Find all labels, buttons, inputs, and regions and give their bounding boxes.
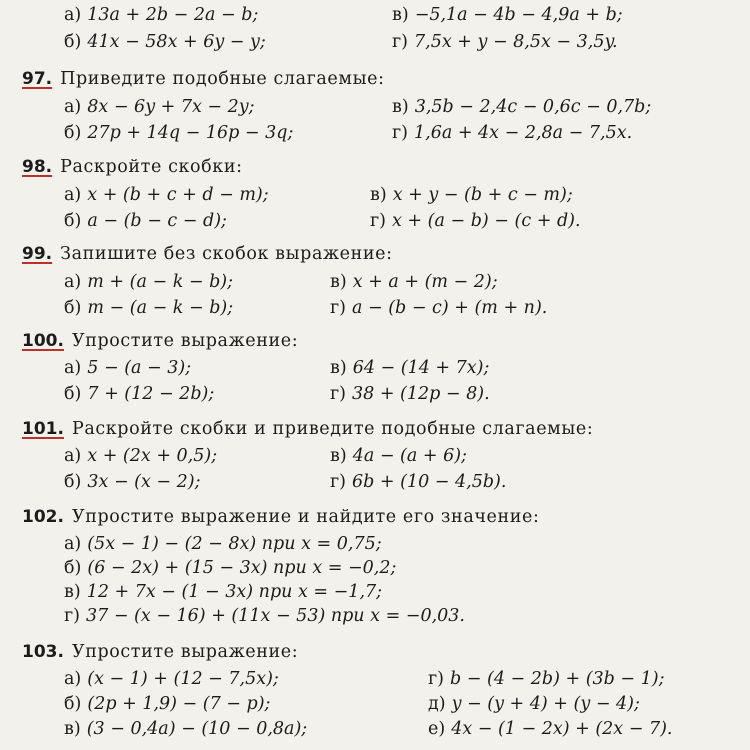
exercise-title: Раскройте скобки: <box>60 157 243 177</box>
exercise-item <box>64 471 201 493</box>
item-expression: 8x − 6y + 7x − 2y; <box>87 97 255 117</box>
exercise-item <box>330 471 506 493</box>
item-expression: 5 − (a − 3); <box>87 358 192 378</box>
exercise-item <box>64 693 270 715</box>
item-label: а) <box>64 534 82 554</box>
exercise-item <box>64 271 233 293</box>
item-label: б) <box>64 298 82 318</box>
exercise-title: Запишите без скобок выражение: <box>60 244 393 264</box>
item-label: в) <box>392 97 409 117</box>
item-expression: (2p + 1,9) − (7 − p); <box>87 694 271 714</box>
exercise-item <box>392 122 632 144</box>
item-expression: b − (4 − 2b) + (3b − 1); <box>450 669 665 689</box>
exercise-101-heading <box>22 418 593 440</box>
item-expression: (3 − 0,4a) − (10 − 0,8a); <box>86 719 308 739</box>
item-expression: 27p + 14q − 16p − 3q; <box>87 123 294 143</box>
item-label: б) <box>64 558 82 578</box>
item-expression: 64 − (14 + 7x); <box>352 358 490 378</box>
item-expression: 13a + 2b − 2a − b; <box>87 5 259 25</box>
item-expression: m + (a − k − b); <box>87 272 234 292</box>
exercise-97-heading <box>22 68 385 90</box>
exercise-item <box>428 718 673 740</box>
exercise-number: 97. <box>22 69 53 89</box>
item-label: в) <box>392 5 409 25</box>
exercise-item <box>330 445 467 467</box>
item-expression: 38 + (12p − 8). <box>352 384 490 404</box>
exercise-item <box>330 357 489 379</box>
exercise-item <box>64 31 266 53</box>
exercise-item <box>64 557 396 579</box>
exercise-number: 102. <box>22 507 64 527</box>
item-expression: m − (a − k − b); <box>87 298 234 318</box>
exercise-item <box>64 96 255 118</box>
item-expression: x + y − (b + c − m); <box>392 185 573 205</box>
exercise-item <box>64 357 191 379</box>
item-expression: a − (b − c − d); <box>87 211 227 231</box>
exercise-103-heading <box>22 641 298 663</box>
item-label: б) <box>64 472 82 492</box>
exercise-item <box>64 445 217 467</box>
exercise-item <box>64 668 279 690</box>
item-label: б) <box>64 32 82 52</box>
exercise-number: 103. <box>22 642 64 662</box>
exercise-item <box>428 668 665 690</box>
item-expression: 4x − (1 − 2x) + (2x − 7). <box>451 719 673 739</box>
exercise-item <box>392 31 618 53</box>
item-expression: 12 + 7x − (1 − 3x) при x = −1,7; <box>86 582 383 602</box>
item-label: в) <box>64 719 81 739</box>
item-label: б) <box>64 211 82 231</box>
exercise-98-heading <box>22 156 243 178</box>
exercise-title: Упростите выражение: <box>71 642 299 662</box>
item-expression: x + (2x + 0,5); <box>87 446 218 466</box>
item-label: д) <box>428 694 446 714</box>
item-label: г) <box>428 669 444 689</box>
item-label: г) <box>370 211 386 231</box>
exercise-item <box>330 297 547 319</box>
item-label: г) <box>392 123 408 143</box>
exercise-number: 98. <box>22 157 53 177</box>
exercise-item <box>64 210 227 232</box>
exercise-title: Раскройте скобки и приведите подобные слагаемые: <box>71 419 594 439</box>
exercise-item <box>64 383 214 405</box>
item-expression: (6 − 2x) + (15 − 3x) при x = −0,2; <box>87 558 397 578</box>
exercise-number: 100. <box>22 331 64 351</box>
exercise-item <box>64 4 258 26</box>
exercise-item <box>64 581 382 603</box>
exercise-item <box>370 184 573 206</box>
item-expression: (x − 1) + (12 − 7,5x); <box>87 669 279 689</box>
item-expression: 3x − (x − 2); <box>87 472 201 492</box>
exercise-item <box>64 297 233 319</box>
item-label: г) <box>330 298 346 318</box>
item-expression: 6b + (10 − 4,5b). <box>352 472 507 492</box>
exercise-99-heading <box>22 243 393 265</box>
item-expression: 1,6a + 4x − 2,8a − 7,5x. <box>414 123 633 143</box>
item-expression: 3,5b − 2,4c − 0,6c − 0,7b; <box>414 97 652 117</box>
exercise-title: Приведите подобные слагаемые: <box>60 69 385 89</box>
item-expression: x + a + (m − 2); <box>352 272 498 292</box>
item-label: в) <box>330 358 347 378</box>
exercise-title: Упростите выражение: <box>71 331 299 351</box>
exercise-item <box>64 605 465 627</box>
item-label: б) <box>64 384 82 404</box>
item-label: а) <box>64 272 82 292</box>
item-expression: y − (y + 4) + (y − 4); <box>451 694 640 714</box>
item-label: г) <box>392 32 408 52</box>
item-label: в) <box>370 185 387 205</box>
exercise-item <box>64 184 269 206</box>
exercise-item <box>64 718 307 740</box>
exercise-100-heading <box>22 330 298 352</box>
item-label: а) <box>64 669 82 689</box>
item-label: г) <box>64 606 80 626</box>
item-expression: (5x − 1) − (2 − 8x) при x = 0,75; <box>87 534 382 554</box>
exercise-item <box>64 533 382 555</box>
exercise-item <box>428 693 640 715</box>
item-label: а) <box>64 97 82 117</box>
item-label: г) <box>330 472 346 492</box>
exercise-item <box>330 383 490 405</box>
item-expression: 41x − 58x + 6y − y; <box>87 32 266 52</box>
item-expression: a − (b − c) + (m + n). <box>352 298 548 318</box>
item-expression: −5,1a − 4b − 4,9a + b; <box>414 5 623 25</box>
item-label: б) <box>64 694 82 714</box>
item-expression: 7 + (12 − 2b); <box>87 384 215 404</box>
item-expression: x + (a − b) − (c + d). <box>392 211 581 231</box>
exercise-102-heading <box>22 506 539 528</box>
item-label: в) <box>64 582 81 602</box>
item-expression: 7,5x + y − 8,5x − 3,5y. <box>414 32 618 52</box>
exercise-title: Упростите выражение и найдите его значение: <box>71 507 540 527</box>
item-label: а) <box>64 446 82 466</box>
item-label: а) <box>64 185 82 205</box>
item-expression: 37 − (x − 16) + (11x − 53) при x = −0,03. <box>86 606 465 626</box>
item-label: в) <box>330 446 347 466</box>
exercise-item <box>392 96 651 118</box>
item-label: в) <box>330 272 347 292</box>
item-expression: x + (b + c + d − m); <box>87 185 269 205</box>
item-label: е) <box>428 719 446 739</box>
item-label: а) <box>64 5 82 25</box>
exercise-item <box>330 271 498 293</box>
exercise-item <box>64 122 293 144</box>
item-label: г) <box>330 384 346 404</box>
exercise-number: 101. <box>22 419 64 439</box>
exercise-number: 99. <box>22 244 53 264</box>
item-label: а) <box>64 358 82 378</box>
item-label: б) <box>64 123 82 143</box>
item-expression: 4a − (a + 6); <box>352 446 467 466</box>
exercise-item <box>392 4 623 26</box>
exercise-item <box>370 210 581 232</box>
